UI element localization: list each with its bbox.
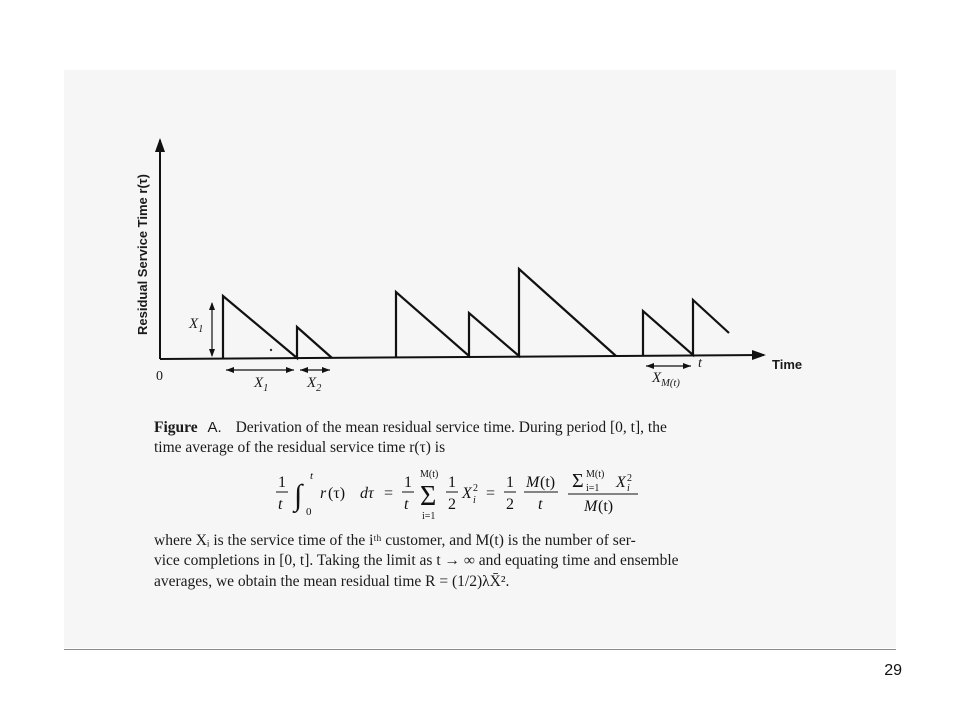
svg-text:(τ): (τ) [328,485,346,502]
x1-vertical-arrow-up [209,302,215,310]
svg-text:i=1: i=1 [422,511,436,521]
svg-text:0: 0 [306,506,312,518]
svg-text:i: i [627,483,630,494]
svg-text:2: 2 [473,483,478,494]
caption-line-2: time average of the residual service time r(τ) is [154,439,446,456]
svg-text:(t): (t) [598,498,614,515]
svg-text:∫: ∫ [294,479,303,512]
x1-arrow-left [226,367,234,373]
svg-text:i: i [473,495,476,506]
svg-text:t: t [278,496,283,513]
page-number: 29 [884,662,902,679]
svg-text:(t): (t) [540,474,556,491]
svg-text:=: = [384,485,394,502]
equation [274,465,714,521]
x1-label: $X_1$ [254,375,269,394]
scanned-figure [64,70,896,648]
x-axis [160,355,764,359]
figure-id: A. [207,419,222,436]
scan-speck [270,349,272,351]
svg-text:t: t [538,496,543,513]
xm-arrow-right [683,363,691,369]
x1-arrow-right [286,367,294,373]
svg-text:M: M [526,474,540,491]
equation-graphic [274,465,714,521]
xm-label: $X_{M(t)}$ [652,370,680,389]
x2-arrow-left [300,367,308,373]
sawtooth-segment-3 [643,300,729,355]
caption-line-4: vice completions in [0, t]. Taking the limit as t → ∞ and equating time and ensemble [154,552,679,569]
svg-text:=: = [486,485,496,502]
svg-text:2: 2 [448,496,456,513]
svg-text:2: 2 [627,473,632,484]
origin-label: 0 [156,369,163,384]
svg-text:M(t): M(t) [586,469,605,480]
svg-text:Σ: Σ [572,470,584,492]
svg-text:X: X [616,474,626,491]
x-axis-label: Time [772,357,803,372]
y-axis-arrowhead [155,138,165,152]
svg-text:1: 1 [278,474,286,491]
svg-text:2: 2 [506,496,514,513]
x1-vertical-arrow-down [209,349,215,357]
svg-text:dτ: dτ [360,485,374,502]
svg-text:r: r [320,485,327,502]
sawtooth-segment-1 [223,296,332,358]
sawtooth-segment-2 [396,269,616,358]
xm-arrow-left [646,363,654,369]
footer-divider [64,649,896,650]
svg-text:t: t [404,496,409,513]
x1-vertical-label: $X_1$ [189,316,204,335]
x2-arrow-right [322,367,330,373]
svg-text:i=1: i=1 [586,483,600,494]
svg-text:1: 1 [404,474,412,491]
caption-line-5: averages, we obtain the mean residual time R = (1/2)λX̄². [154,573,510,590]
svg-text:Σ: Σ [420,481,437,512]
svg-text:M(t): M(t) [420,469,439,480]
t-label: t [698,356,702,371]
y-axis-label: Residual Service Time r(τ) [135,174,150,335]
x-axis-arrowhead [752,350,766,360]
svg-text:t: t [310,470,314,482]
caption-line-1: Figure A. Derivation of the mean residual service time. During period [0, t], the [154,419,667,436]
svg-text:1: 1 [506,474,514,491]
caption-line-3: where Xᵢ is the service time of the iᵗʰ customer, and M(t) is the number of ser- [154,532,636,549]
svg-text:1: 1 [448,474,456,491]
svg-text:X: X [462,485,472,502]
svg-text:M: M [584,498,598,515]
x2-label: $X_2$ [307,375,322,394]
